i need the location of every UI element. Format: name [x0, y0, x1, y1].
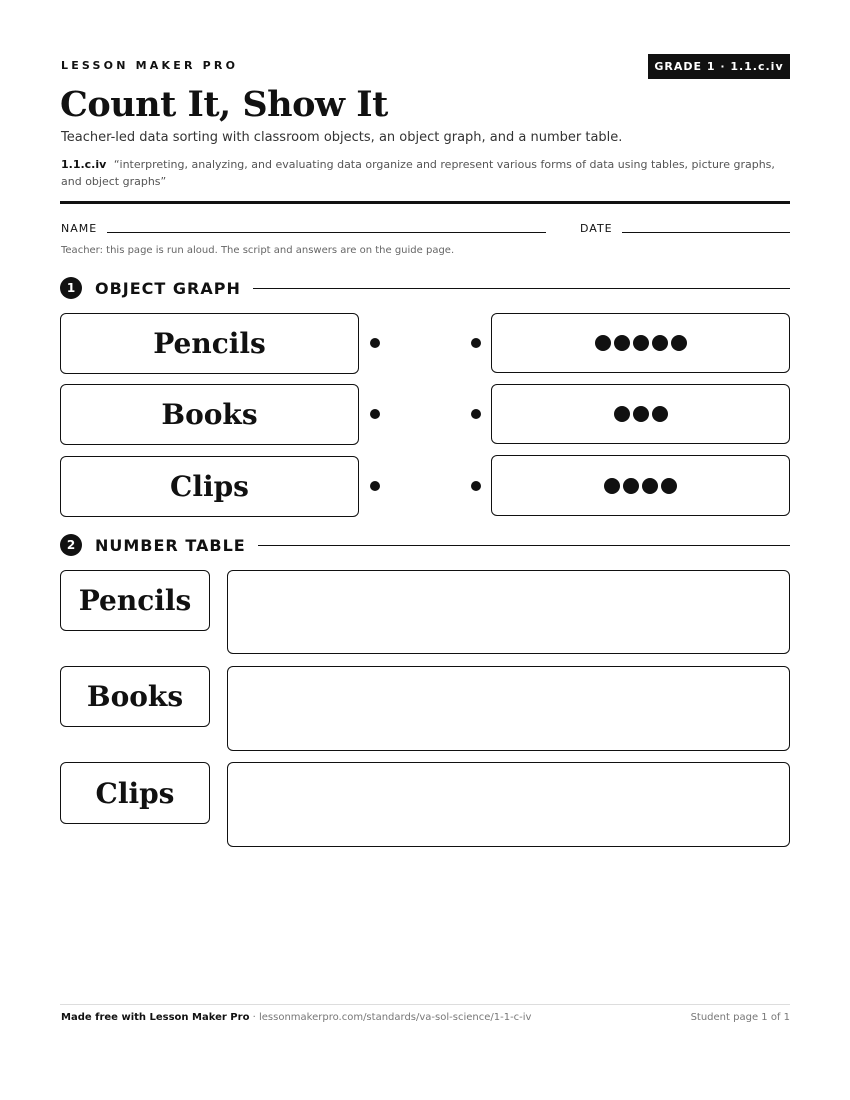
section-title: OBJECT GRAPH — [95, 278, 241, 298]
standard-code: 1.1.c.iv — [61, 158, 107, 171]
section-object-graph-header — [60, 276, 790, 300]
header-divider — [60, 201, 790, 204]
section-number-badge: 1 — [60, 277, 82, 299]
footer-page-number: Student page 1 of 1 — [690, 1012, 790, 1023]
count-dot — [614, 406, 630, 422]
match-dot-left[interactable] — [370, 409, 380, 419]
brand-name: LESSON MAKER PRO — [61, 59, 239, 72]
table-label: Clips — [95, 776, 175, 810]
standard-description — [61, 156, 791, 190]
table-label: Books — [86, 680, 184, 713]
match-dot-right[interactable] — [471, 338, 481, 348]
object-label-box — [60, 313, 359, 374]
name-field[interactable] — [107, 232, 546, 233]
count-dot — [633, 406, 649, 422]
table-label-box — [60, 762, 210, 824]
date-field[interactable] — [622, 232, 790, 233]
number-answer-box[interactable] — [227, 570, 790, 654]
count-dot — [642, 478, 658, 494]
match-dot-left[interactable] — [370, 481, 380, 491]
object-dots-box — [491, 384, 790, 444]
object-label: Clips — [170, 470, 249, 503]
object-label-box — [60, 456, 359, 517]
section-rule — [253, 288, 790, 289]
match-dot-left[interactable] — [370, 338, 380, 348]
page-subtitle: Teacher-led data sorting with classroom objects, an object graph, and a number table. — [61, 130, 623, 145]
count-dot — [633, 335, 649, 351]
match-dot-right[interactable] — [471, 481, 481, 491]
teacher-note: Teacher: this page is run aloud. The script and answers are on the guide page. — [61, 245, 455, 256]
page-title: Count It, Show It — [60, 84, 388, 125]
count-dot — [652, 406, 668, 422]
table-label-box — [60, 666, 210, 727]
standard-text: “interpreting, analyzing, and evaluating data organize and represent various forms of data using tables, picture graphs, and object graphs” — [61, 158, 775, 188]
section-number-table-header — [60, 533, 790, 557]
count-dot — [614, 335, 630, 351]
object-label: Pencils — [153, 327, 266, 360]
section-rule — [258, 545, 790, 546]
object-dots-box — [491, 313, 790, 373]
name-label: NAME — [61, 222, 98, 235]
count-dot — [671, 335, 687, 351]
footer-made: Made free with Lesson Maker Pro — [61, 1012, 250, 1023]
count-dot — [652, 335, 668, 351]
number-answer-box[interactable] — [227, 666, 790, 751]
count-dot — [661, 478, 677, 494]
object-label: Books — [161, 398, 258, 431]
footer-credit — [61, 1012, 531, 1023]
footer-url: · lessonmakerpro.com/standards/va-sol-science/1-1-c-iv — [249, 1012, 532, 1023]
table-label: Pencils — [78, 584, 192, 617]
section-title: NUMBER TABLE — [95, 535, 246, 555]
footer-divider — [60, 1004, 790, 1005]
count-dot — [595, 335, 611, 351]
count-dot — [604, 478, 620, 494]
date-label: DATE — [580, 222, 613, 235]
object-dots-box — [491, 455, 790, 516]
number-answer-box[interactable] — [227, 762, 790, 847]
section-number-badge: 2 — [60, 534, 82, 556]
count-dot — [623, 478, 639, 494]
object-label-box — [60, 384, 359, 445]
table-label-box — [60, 570, 210, 631]
grade-badge: GRADE 1 · 1.1.c.iv — [648, 54, 790, 79]
match-dot-right[interactable] — [471, 409, 481, 419]
